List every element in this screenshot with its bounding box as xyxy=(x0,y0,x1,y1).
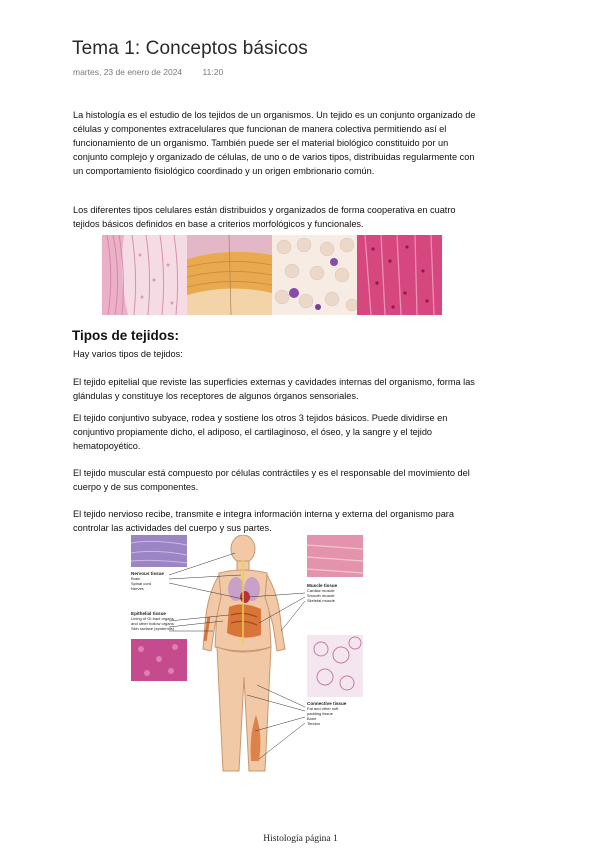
histology-image-muscle xyxy=(357,235,442,315)
human-body-outline xyxy=(203,535,285,771)
epithelial-item: Skin surface (epidermis) xyxy=(131,626,175,631)
muscle-tissue-title: Muscle tissue xyxy=(307,583,338,588)
page-date: martes, 23 de enero de 2024 xyxy=(73,67,183,77)
intro-paragraph-1: La histología es el estudio de los tejidos de un organismos. Un tejido es un conjunto organizado de células y componentes extracelulares que funcionan de manera colectiva permitiendo así el funcionamiento de un organismo. También puede ser el material biológico constituido por un conjunto complejo y organizado de células, de uno o de varios tipos, distribuidas regularmente con un comportamiento fisiológico coordinado y un origen embrionario común. xyxy=(73,110,476,176)
page-footer: Histología página 1 xyxy=(263,834,338,844)
page-title: Tema 1: Conceptos básicos xyxy=(72,38,308,59)
nervous-tissue-title: Nervous tissue xyxy=(131,571,164,576)
histology-image-blood xyxy=(272,235,357,315)
epithelial-item: and other hollow organs xyxy=(131,621,174,626)
muscle-item: Skeletal muscle xyxy=(307,598,336,603)
nervous-item: Nerves xyxy=(131,586,144,591)
muscle-item: Cardiac muscle xyxy=(307,588,335,593)
page-meta xyxy=(73,67,223,77)
paragraph-conjuntivo: El tejido conjuntivo subyace, rodea y sostiene los otros 3 tejidos básicos. Puede dividirse en conjuntivo propiamente dicho, el adiposo, el cartilaginoso, el óseo, y la sangre y el tejido hematopoyético. xyxy=(73,413,448,451)
paragraph-nervioso: El tejido nervioso recibe, transmite e integra información interna y externa del organismo para controlar las actividades del cuerpo y sus partes. xyxy=(73,509,454,533)
tissue-body-figure xyxy=(125,535,365,775)
connective-item: Fat and other soft xyxy=(307,706,339,711)
paragraph-epitelial: El tejido epitelial que reviste las superficies externas y cavidades internas del organismo, forma las glándulas y constituye los receptores de algunos órganos sensoriales. xyxy=(73,377,475,401)
epithelial-item: Lining of GI tract organs xyxy=(131,616,174,621)
connective-item: Bone xyxy=(307,716,317,721)
section-heading: Tipos de tejidos: xyxy=(72,328,180,343)
paragraph-muscular: El tejido muscular está compuesto por células contráctiles y es el responsable del movimiento del cuerpo y de sus componentes. xyxy=(73,468,470,492)
nervous-item: Brain xyxy=(131,576,141,581)
epithelial-tissue-title: Epithelial tissue xyxy=(131,611,166,616)
histology-image-strip xyxy=(102,235,442,315)
connective-tissue-title: Connective tissue xyxy=(307,701,347,706)
muscle-item: Smooth muscle xyxy=(307,593,335,598)
section-lead: Hay varios tipos de tejidos: xyxy=(73,349,183,359)
connective-item: Tendon xyxy=(307,721,321,726)
connective-item: padding tissue xyxy=(307,711,333,716)
nervous-item: Spinal cord xyxy=(131,581,152,586)
page-time: 11:20 xyxy=(202,67,224,77)
heart-icon xyxy=(240,591,250,603)
intro-paragraph-2: Los diferentes tipos celulares están distribuidos y organizados de forma cooperativa en cuatro tejidos básicos definidos en base a criterios morfológicos y funcionales. xyxy=(73,205,456,229)
histology-image-connective xyxy=(187,235,272,315)
histology-image-epithelium xyxy=(102,235,187,315)
